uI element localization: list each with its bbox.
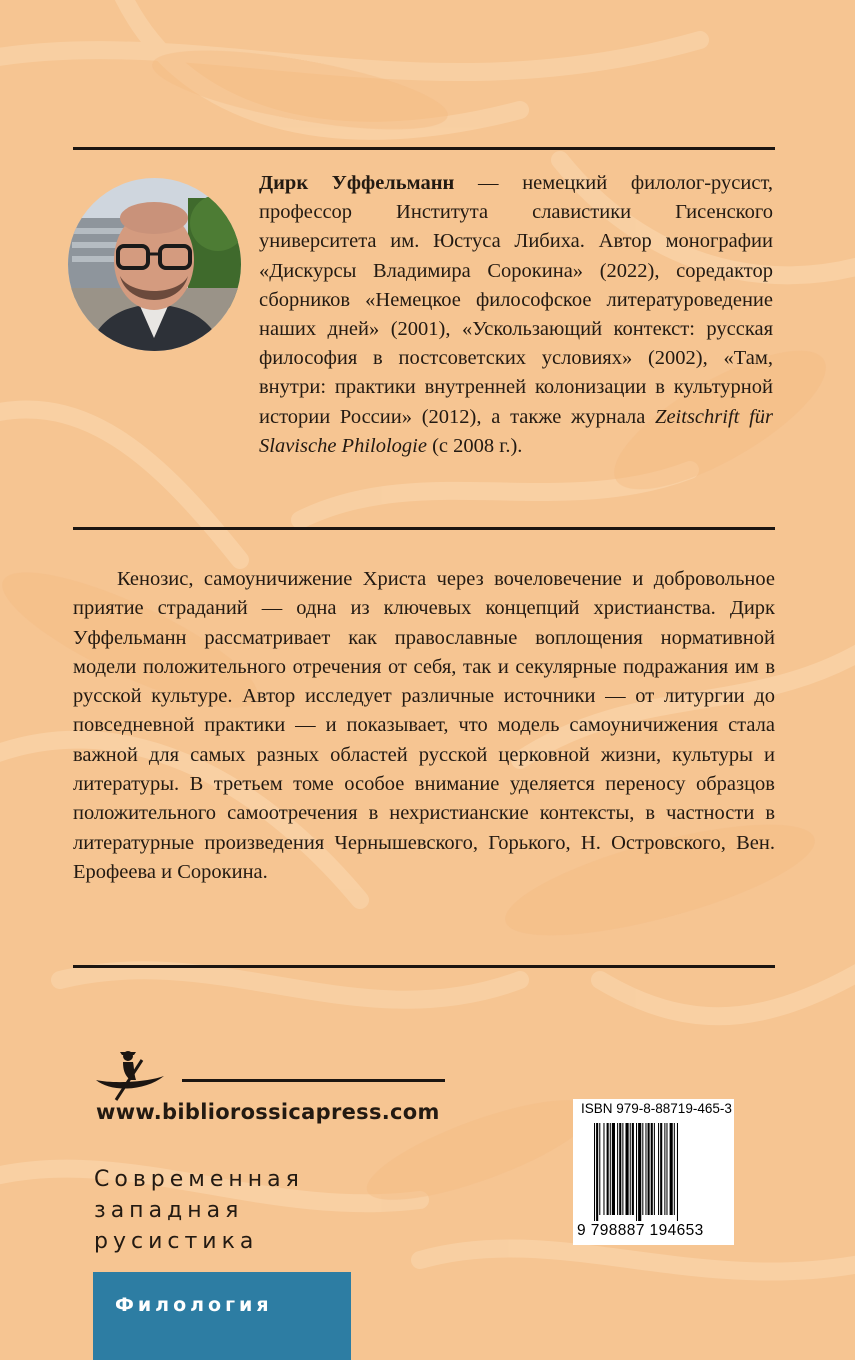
barcode-bar (674, 1123, 675, 1215)
publisher-website[interactable]: www.bibliorossicapress.com (96, 1100, 440, 1124)
barcode-bar (630, 1123, 631, 1215)
barcode-bar (654, 1123, 655, 1215)
barcode-bars (594, 1123, 714, 1221)
top-divider (73, 147, 775, 150)
barcode-bar (610, 1123, 611, 1215)
barcode-bar (666, 1123, 667, 1215)
barcode-bar (651, 1123, 653, 1215)
bio-text: — немецкий филолог-русист, профессор Института славистики Гисенского университета им. Юстуса Либиха. Автор монографии «Дискурсы Владимира Сорокина» (2022), соредактор сборников «Немецкое философское литературоведение наших дней» (2001), «Ускользающий контекст: русская философия в постсоветских условиях» (2002), «Там, внутри: практики внутренней колонизации в культурной истории России» (2012), а также журнала (259, 172, 773, 428)
barcode-bar (670, 1123, 673, 1215)
barcode-bar (619, 1123, 621, 1215)
category-label: Филология (115, 1294, 273, 1316)
book-annotation: Кенозис, самоуничижение Христа через вочеловечение и добровольное приятие страданий — одна из ключевых концепций христианства. Дирк Уффельманн рассматривает как православные воплощения нормативной модели положительного отречения от себя, так и секулярные подражания им в русской культуре. Автор исследует различные источники — от литургии до повседневной практики — и показывает, что модель самоуничижения стала важной для самых разных областей русской церковной жизни, культуры и литературы. В третьем томе особое внимание уделяется переносу образцов положительного самоотречения в нехристианские контексты, в частности в литературные произведения Чернышевского, Горького, Н. Островского, Вен. Ерофеева и Сорокина. (73, 568, 775, 883)
barcode-bar (638, 1123, 641, 1221)
barcode-bar (617, 1123, 618, 1215)
barcode-bar (603, 1123, 604, 1215)
series-line: западная (94, 1198, 244, 1223)
barcode-bar (596, 1123, 598, 1221)
barcode-bar (645, 1123, 646, 1215)
series-line: Современная (94, 1167, 304, 1192)
author-photo (68, 178, 241, 351)
author-name: Дирк Уффельманн (259, 172, 455, 194)
isbn-digits: 9 798887 194653 (577, 1222, 704, 1239)
bottom-divider (73, 965, 775, 968)
barcode-bar (612, 1123, 615, 1215)
logo-divider (182, 1079, 445, 1082)
isbn-barcode (573, 1099, 734, 1245)
barcode-bar (599, 1123, 600, 1215)
barcode-bar (632, 1123, 634, 1215)
barcode-bar (622, 1123, 623, 1215)
isbn-label: ISBN 979-8-88719-465-3 (581, 1101, 732, 1116)
category-badge (93, 1272, 351, 1360)
author-bio (259, 169, 773, 461)
boat-rower-icon (96, 1046, 166, 1102)
barcode-bar (664, 1123, 665, 1215)
barcode-bar (648, 1123, 650, 1215)
barcode-bar (658, 1123, 659, 1215)
middle-divider (73, 527, 775, 530)
barcode-bar (626, 1123, 629, 1215)
barcode-bar (677, 1123, 678, 1221)
series-line: русистика (94, 1229, 259, 1254)
barcode-bar (636, 1123, 637, 1221)
bio-text-end: (с 2008 г.). (426, 434, 523, 457)
barcode-bar (607, 1123, 609, 1215)
series-title (94, 1164, 304, 1257)
barcode-bar (594, 1123, 595, 1221)
journal-title: Zeitschrift für Slavische Philologie (259, 405, 773, 457)
barcode-bar (642, 1123, 643, 1215)
barcode-bar (660, 1123, 662, 1215)
